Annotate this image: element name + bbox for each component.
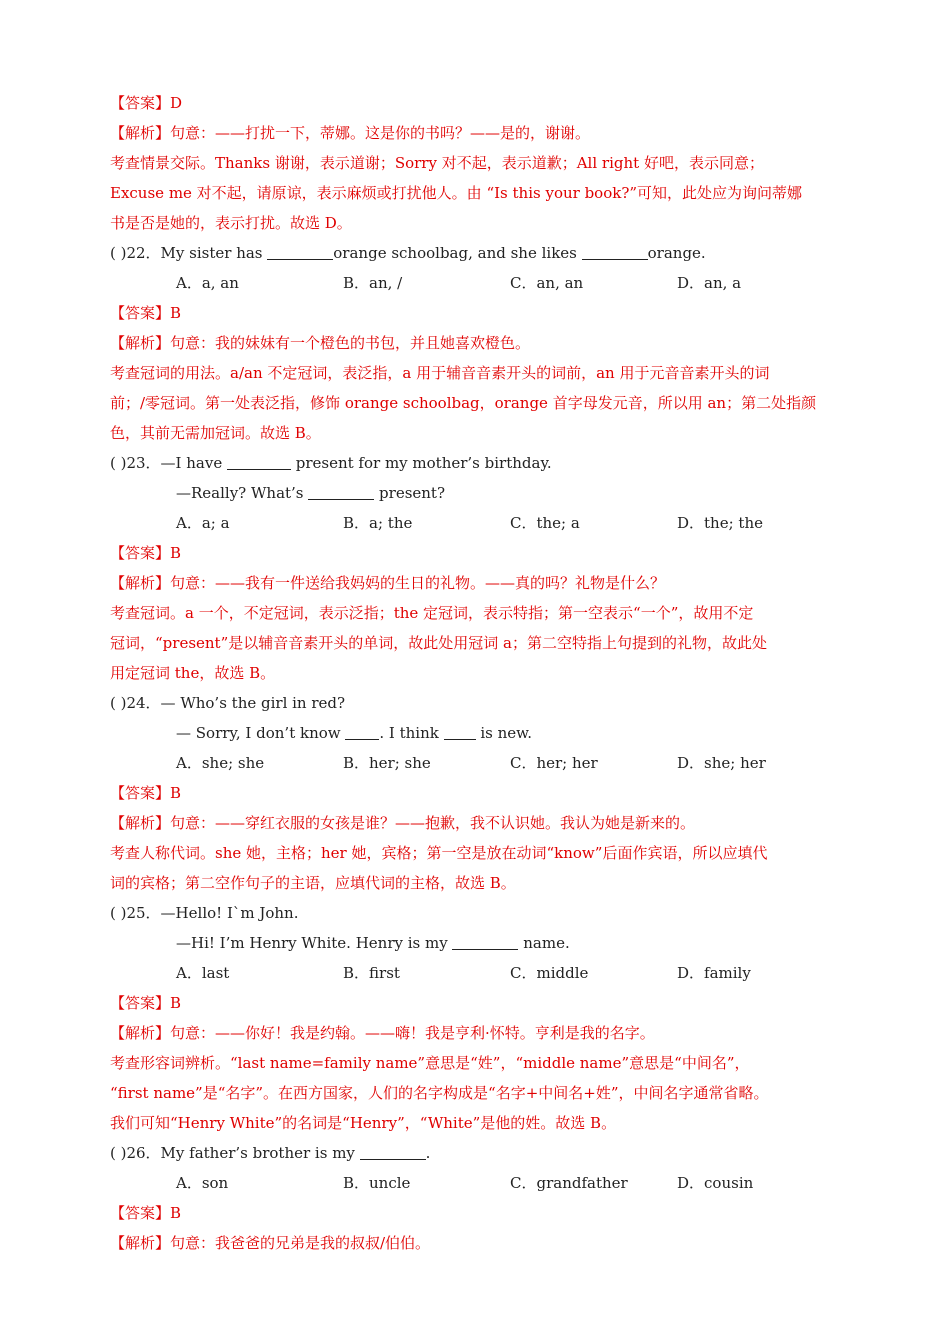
- question-25-response: [110, 928, 870, 958]
- question-text: is new.: [475, 724, 533, 742]
- question-23-response: [110, 478, 870, 508]
- option-a: A．a; a: [176, 514, 230, 532]
- blank: [360, 1143, 426, 1160]
- question-text: ( )23．—I have: [110, 454, 227, 472]
- blank: [444, 723, 476, 740]
- explanation-line: 前；/零冠词。第一处表泛指，修饰 orange schoolbag，orange 首字母发元音，所以用 an；第二处指颜: [110, 394, 817, 412]
- question-text: name.: [518, 934, 570, 952]
- options-row: [110, 268, 870, 298]
- question-text: —Hi! I’m Henry White. Henry is my: [176, 934, 453, 952]
- blank: [308, 483, 374, 500]
- question-26: [110, 1138, 870, 1168]
- explanation-line: “first name”是“名字”。在西方国家，人们的名字构成是“名字+中间名+姓”，中间名字通常省略。: [110, 1084, 769, 1102]
- option-d: D．cousin: [677, 1174, 754, 1192]
- analysis-line: 【解析】句意：——你好！我是约翰。——嗨！我是亨利·怀特。亨利是我的名字。: [110, 1024, 655, 1042]
- explanation-line: 书是否是她的，表示打扰。故选 D。: [110, 214, 352, 232]
- question-text: .: [425, 1144, 431, 1162]
- question-text: present?: [374, 484, 446, 502]
- explanation-line: 考查人称代词。she 她，主格；her 她，宾格；第一空是放在动词“know”后面作宾语，所以应填代: [110, 844, 768, 862]
- question-text: orange.: [647, 244, 706, 262]
- option-b: B．first: [343, 964, 400, 982]
- option-b: B．uncle: [343, 1174, 411, 1192]
- question-23: [110, 448, 870, 478]
- option-d: D．she; her: [677, 754, 766, 772]
- explanation-line: 考查情景交际。Thanks 谢谢，表示道谢；Sorry 对不起，表示道歉；All right 好吧，表示同意；: [110, 154, 764, 172]
- blank: [267, 243, 333, 260]
- options-row: [110, 1168, 870, 1198]
- answer-line: 【答案】B: [110, 994, 182, 1012]
- blank: [227, 453, 291, 470]
- analysis-line: 【解析】句意：——我有一件送给我妈妈的生日的礼物。——真的吗？礼物是什么？: [110, 574, 666, 592]
- option-c: C．middle: [510, 964, 589, 982]
- question-text: — Sorry, I don’t know: [176, 724, 346, 742]
- answer-line: 【答案】B: [110, 544, 182, 562]
- option-b: B．an, /: [343, 274, 403, 292]
- answer-line: 【答案】B: [110, 1204, 182, 1222]
- option-a: A．son: [176, 1174, 229, 1192]
- option-d: D．family: [677, 964, 751, 982]
- option-b: B．a; the: [343, 514, 413, 532]
- option-b: B．her; she: [343, 754, 431, 772]
- option-d: D．the; the: [677, 514, 763, 532]
- answer-line: 【答案】B: [110, 784, 182, 802]
- question-text: ( )26．My father’s brother is my: [110, 1144, 360, 1162]
- option-c: C．grandfather: [510, 1174, 628, 1192]
- options-row: [110, 748, 870, 778]
- option-c: C．an, an: [510, 274, 584, 292]
- options-row: [110, 508, 870, 538]
- question-24-response: [110, 718, 870, 748]
- option-a: A．she; she: [176, 754, 265, 772]
- answer-line: 【答案】B: [110, 304, 182, 322]
- analysis-line: 【解析】句意：——打扰一下，蒂娜。这是你的书吗？——是的，谢谢。: [110, 124, 591, 142]
- blank: [345, 723, 379, 740]
- analysis-line: 【解析】句意：我爸爸的兄弟是我的叔叔/伯伯。: [110, 1234, 431, 1252]
- explanation-line: 考查冠词。a 一个，不定冠词，表示泛指；the 定冠词，表示特指；第一空表示“一个”，故用不定: [110, 604, 754, 622]
- question-text: ( )22．My sister has: [110, 244, 268, 262]
- question-22: [110, 238, 870, 268]
- question-text: present for my mother’s birthday.: [290, 454, 552, 472]
- analysis-line: 【解析】句意：我的妹妹有一个橙色的书包，并且她喜欢橙色。: [110, 334, 531, 352]
- explanation-line: 色，其前无需加冠词。故选 B。: [110, 424, 321, 442]
- explanation-line: 词的宾格；第二空作句子的主语，应填代词的主格，故选 B。: [110, 874, 516, 892]
- document-page: [110, 88, 870, 1258]
- question-text: . I think: [379, 724, 444, 742]
- option-a: A．last: [176, 964, 230, 982]
- explanation-line: 考查形容词辨析。“last name=family name”意思是“姓”，“middle name”意思是“中间名”，: [110, 1054, 750, 1072]
- question-24: ( )24．— Who’s the girl in red?: [110, 694, 346, 712]
- explanation-line: 我们可知“Henry White”的名词是“Henry”，“White”是他的姓。故选 B。: [110, 1114, 617, 1132]
- question-25: ( )25．—Hello! I`m John.: [110, 904, 299, 922]
- explanation-line: Excuse me 对不起，请原谅，表示麻烦或打扰他人。由 “Is this your book?”可知，此处应为询问蒂娜: [110, 184, 803, 202]
- option-c: C．her; her: [510, 754, 598, 772]
- blank: [452, 933, 518, 950]
- blank: [582, 243, 648, 260]
- explanation-line: 用定冠词 the，故选 B。: [110, 664, 276, 682]
- question-text: orange schoolbag, and she likes: [333, 244, 582, 262]
- answer-line: 【答案】D: [110, 94, 183, 112]
- options-row: [110, 958, 870, 988]
- option-a: A．a, an: [176, 274, 239, 292]
- analysis-line: 【解析】句意：——穿红衣服的女孩是谁？——抱歉，我不认识她。我认为她是新来的。: [110, 814, 696, 832]
- option-c: C．the; a: [510, 514, 580, 532]
- option-d: D．an, a: [677, 274, 742, 292]
- explanation-line: 冠词，“present”是以辅音音素开头的单词，故此处用冠词 a；第二空特指上句提到的礼物，故此处: [110, 634, 767, 652]
- question-text: —Really? What’s: [176, 484, 309, 502]
- explanation-line: 考查冠词的用法。a/an 不定冠词，表泛指，a 用于辅音音素开头的词前，an 用于元音音素开头的词: [110, 364, 770, 382]
